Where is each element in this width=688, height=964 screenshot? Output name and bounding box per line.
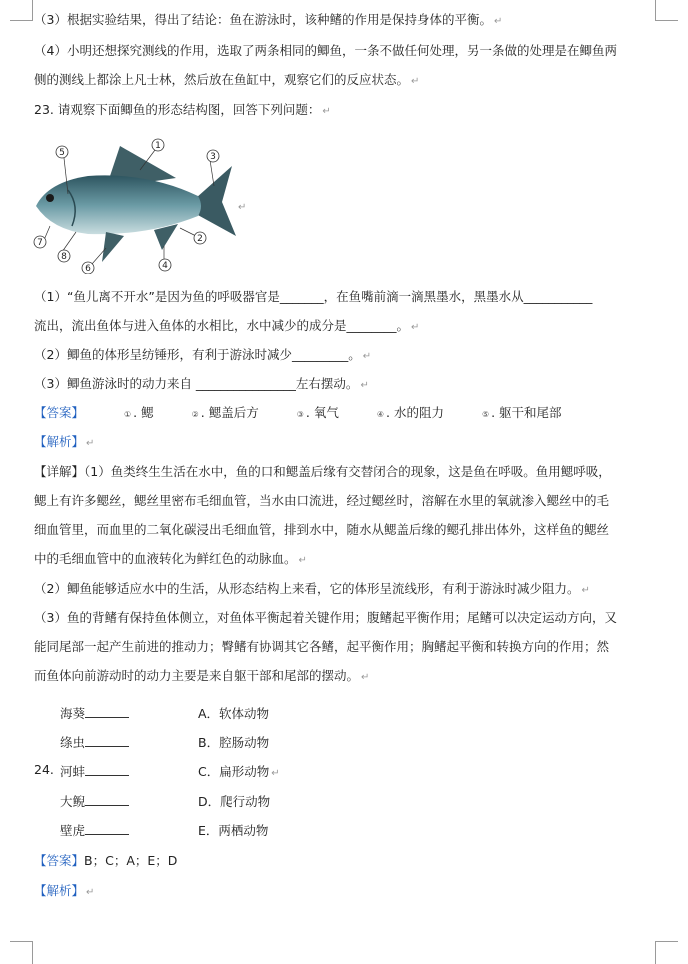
corner-mark-bottom-right	[655, 941, 678, 964]
answer-item-4: ④ . 水的阻力	[376, 405, 444, 420]
q24-animal-1: 海葵	[60, 704, 129, 722]
q22-part3: （3）根据实验结果，得出了结论：鱼在游泳时，该种鳍的作用是保持身体的平衡。 ↵	[34, 12, 503, 27]
q24-animal-3: 河蚌	[60, 762, 129, 780]
q24-option-a: A．软体动物	[198, 706, 270, 721]
fish-return-mark: ↵	[238, 202, 247, 213]
q23-detail-line2: 鳃上有许多鳃丝，鳃丝里密布毛细血管，当水由口流进，经过鳃丝时，溶解在水里的氧就渗入鳃丝中的毛	[34, 493, 610, 508]
q24-option-e: E．两栖动物	[198, 823, 269, 838]
q23-detail-part3-line2: 能同尾部一起产生前进的推动力；臀鳍有协调其它各鳍，起平衡作用；胸鳍起平衡和转换方向的作用；然	[34, 639, 610, 654]
q24-analysis-heading: 【解析】 ↵	[34, 883, 95, 898]
answer-item-1: ① . 鳃	[124, 405, 154, 420]
q23-sub1-line1: （1）“鱼儿离不开水”是因为鱼的呼吸器官是_______，在鱼嘴前滴一滴黑墨水，黑墨水从___________	[34, 289, 593, 304]
q23-detail-part3-line1: （3）鱼的背鳍有保持鱼体侧立，对鱼体平衡起着关键作用；腹鳍起平衡作用；尾鳍可以决定运动方向，又	[34, 610, 617, 625]
corner-mark-top-left	[10, 0, 33, 21]
fish-label-3: 3	[210, 152, 216, 162]
answer-item-3: ③ . 氧气	[296, 405, 339, 420]
detail-tag: 【详解】	[34, 464, 85, 479]
corner-mark-top-right	[655, 0, 678, 21]
q23-detail-line3: 细血管里，而血里的二氧化碳浸出毛细血管，排到水中，随水从鳃盖后缘的鳃孔排出体外，这样鱼的鳃丝	[34, 522, 610, 537]
q23-sub1-line2: 流出，流出鱼体与进入鱼体的水相比，水中减少的成分是________。 ↵	[34, 318, 420, 333]
q23-title: 23. 请观察下面鲫鱼的形态结构图，回答下列问题： ↵	[34, 102, 331, 117]
corner-mark-bottom-left	[10, 941, 33, 964]
q24-option-b: B．腔肠动物	[198, 735, 270, 750]
q22-part4-line2: 侧的测线上都涂上凡士林，然后放在鱼缸中，观察它们的反应状态。 ↵	[34, 72, 420, 87]
q23-analysis-heading: 【解析】 ↵	[34, 434, 95, 449]
q23-detail-line4: 中的毛细血管中的血液转化为鲜红色的动脉血。 ↵	[34, 551, 307, 566]
fish-label-4: 4	[162, 261, 168, 271]
q24-option-c: C．扁形动物 ↵	[198, 764, 280, 779]
fish-label-6: 6	[85, 264, 91, 274]
q23-detail-line1: 【详解】（1）鱼类终生生活在水中，鱼的口和鳃盖后缘有交替闭合的现象，这是鱼在呼吸。鱼用鳃呼吸，	[34, 464, 611, 479]
q24-animal-5: 壁虎	[60, 821, 129, 839]
q23-sub3: （3）鲫鱼游泳时的动力来自 ________________左右摆动。 ↵	[34, 376, 369, 391]
q24-number: 24.	[34, 762, 54, 777]
q23-detail-part3-line3: 而鱼体向前游动时的动力主要是来自躯干部和尾部的摆动。 ↵	[34, 668, 370, 683]
q23-answer-row	[34, 405, 562, 423]
fish-label-7: 7	[37, 238, 43, 248]
answer-item-2: ② . 鳃盖后方	[191, 405, 259, 420]
q24-animal-2: 绦虫	[60, 733, 129, 751]
q24-animal-4: 大鲵	[60, 792, 129, 810]
fish-diagram	[28, 136, 248, 274]
answer-tag: 【答案】	[34, 405, 85, 420]
q24-option-d: D．爬行动物	[198, 794, 271, 809]
fish-illustration	[28, 136, 248, 274]
fish-label-5: 5	[59, 148, 65, 158]
q24-answer-row: 【答案】B；C；A；E；D	[34, 853, 178, 868]
fish-label-8: 8	[61, 252, 67, 262]
q23-sub2: （2）鲫鱼的体形呈纺锤形，有利于游泳时减少_________。 ↵	[34, 347, 372, 362]
fish-label-2: 2	[197, 234, 203, 244]
q23-detail-part2: （2）鲫鱼能够适应水中的生活，从形态结构上来看，它的体形呈流线形，有利于游泳时减少阻力。 ↵	[34, 581, 590, 596]
answer-item-5: ⑤ . 躯干和尾部	[481, 405, 562, 420]
q22-part4-line1: （4）小明还想探究测线的作用，选取了两条相同的鲫鱼，一条不做任何处理，另一条做的处理是在鲫鱼两	[34, 43, 617, 58]
fish-label-1: 1	[155, 141, 161, 151]
